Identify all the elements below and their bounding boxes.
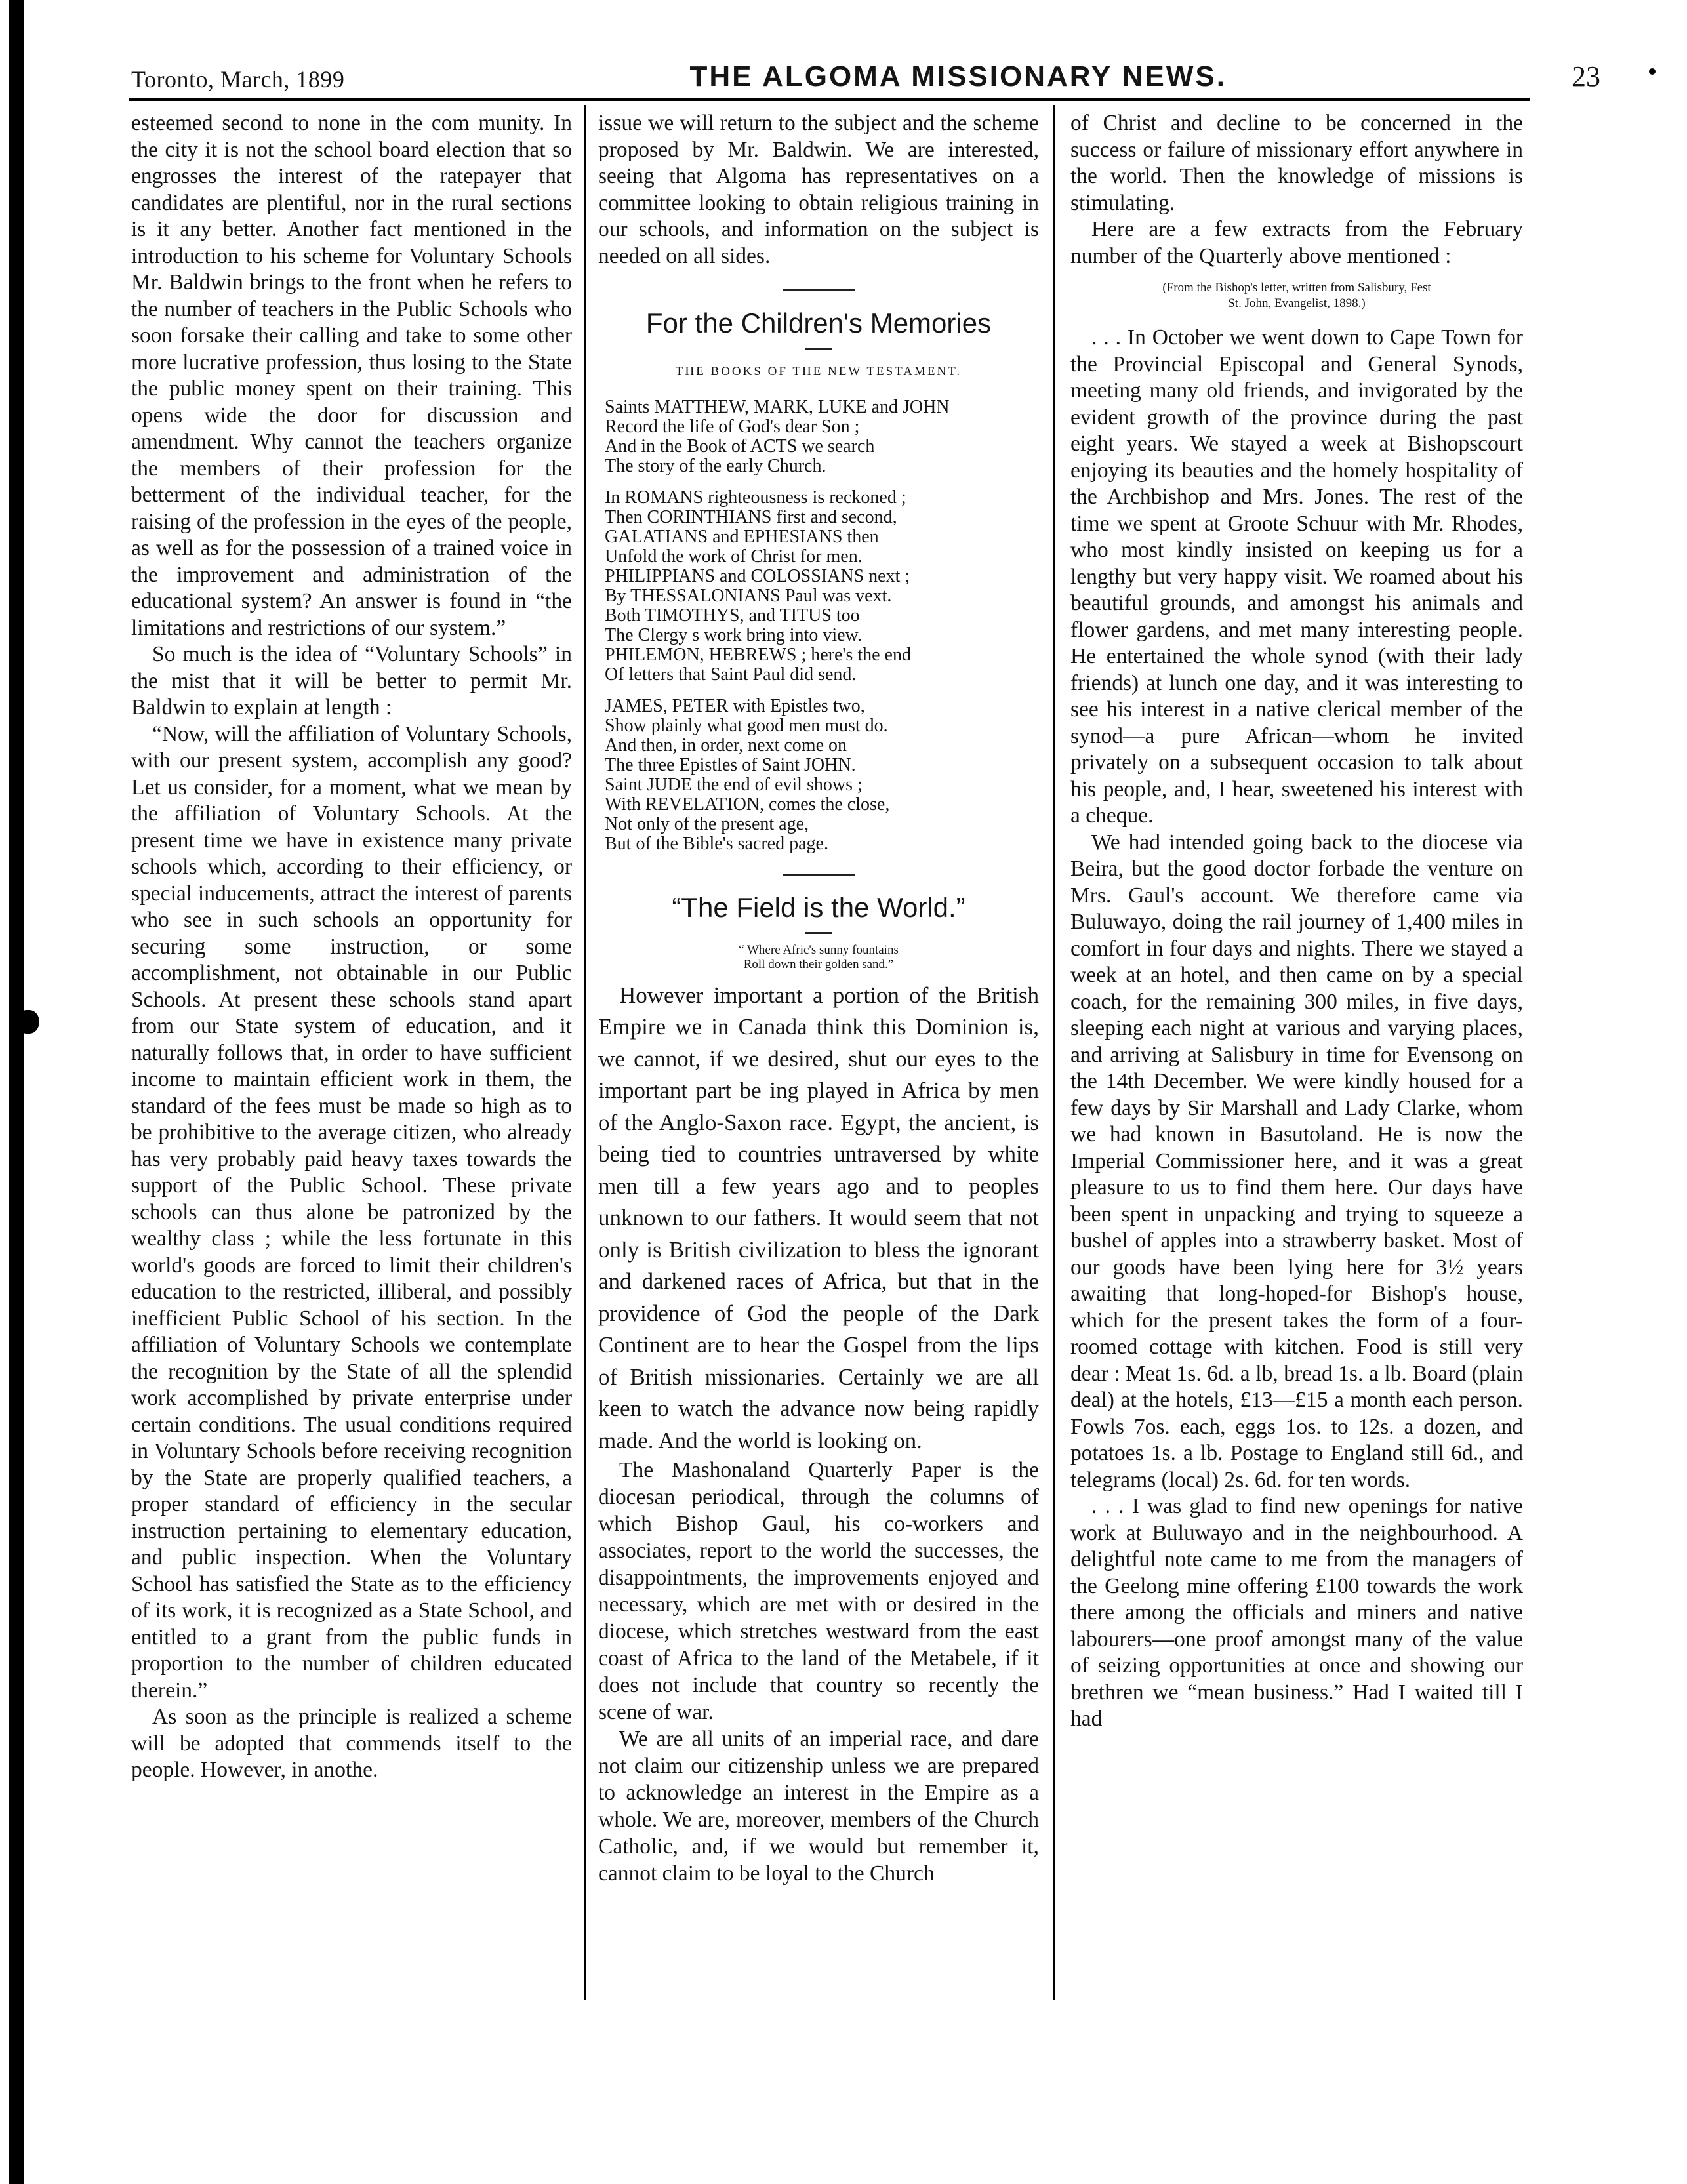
column-divider-2 bbox=[1053, 105, 1055, 2000]
poem-line: JAMES, PETER with Epistles two, bbox=[605, 695, 865, 716]
poem-stanza bbox=[605, 697, 1039, 854]
poem-line: Of letters that Saint Paul did send. bbox=[605, 664, 857, 685]
source-note-line: (From the Bishop's letter, written from Salisbury, Fest bbox=[1162, 281, 1431, 294]
running-header bbox=[131, 41, 1600, 93]
column-divider-1 bbox=[584, 105, 586, 2000]
poem-line: And in the Book of ACTS we search bbox=[605, 435, 875, 456]
section-heading: “The Field is the World.” bbox=[672, 891, 965, 923]
column-1 bbox=[131, 110, 572, 2130]
section-rule bbox=[783, 874, 855, 876]
poem-line: Unfold the work of Christ for men. bbox=[605, 546, 863, 567]
poem-line: Show plainly what good men must do. bbox=[605, 715, 888, 736]
heading-rule bbox=[805, 348, 832, 350]
paragraph: . . . In October we went down to Cape Town for the Provincial Episcopal and General Synods, meeting many old friends, and invigorated by the evident growth of the province during the past eight years. We stayed a week at Bishopscourt enjoying its beauties and the homely hospitality of the Archbishop and Mrs. Jones. The rest of the time we spent at Groote Schuur with Mr. Rhodes, who most kindly insisted on keeping us for a lengthy but very happy visit. We roamed about his beautiful grounds, and amongst his animals and flower gardens, and met many interesting people. He entertained the whole synod (with their lady friends) at lunch one day, and it was interesting to see his interest in a native clerical member of the synod—a pure African—whom he invited privately on a subsequent occasion to talk about his people, and, I hear, sweetened his interest with a cheque. bbox=[1070, 325, 1523, 828]
column-3 bbox=[1070, 110, 1523, 2130]
paragraph: Here are a few extracts from the February number of the Quarterly above mentioned : bbox=[1070, 217, 1523, 268]
poem-line: By THESSALONIANS Paul was vext. bbox=[605, 585, 892, 606]
source-note bbox=[1070, 280, 1523, 312]
header-rule bbox=[129, 98, 1530, 101]
ink-dot bbox=[1649, 68, 1656, 75]
poem-line: In ROMANS righteousness is reckoned ; bbox=[605, 487, 906, 508]
poem-stanza bbox=[605, 488, 1039, 685]
paragraph: esteemed second to none in the com munity. In the city it is not the school board election that so engrosses the interest of the ratepayer that candidates are plentiful, nor in the rural sections is it any better. Another fact mentioned in the introduction to his scheme for Voluntary Schools Mr. Baldwin brings to the front when he refers to the number of teachers in the Public Schools who soon forsake their calling and take to some other more lucrative profession, thus losing to the State the public money spent on their training. This opens wide the door for discussion and amendment. Why cannot the teachers organize the members of their profession for the betterment of the individual teacher, for the raising of the profession in the eyes of the people, as well as for the possession of a trained voice in the improvement and administration of the educational system? An answer is found in “the limitations and restrictions of our system.” bbox=[131, 111, 572, 640]
section-heading: For the Children's Memories bbox=[645, 308, 992, 338]
section-subheading: THE BOOKS OF THE NEW TESTAMENT. bbox=[675, 365, 962, 378]
poem-line: The Clergy s work bring into view. bbox=[605, 624, 862, 645]
motto-line: “ Where Afric's sunny fountains bbox=[739, 942, 899, 957]
poem-line: Not only of the present age, bbox=[605, 813, 809, 834]
paragraph: “Now, will the affiliation of Voluntary Schools, with our present system, accomplish any good? Let us consider, for a moment, what we mean by the affiliation of Voluntary Schools. At the present time we have in existence many private schools which, according to their efficiency, or special inducements, attract the interest of parents who see in such schools an opportunity for securing some instruction, or some accomplishment, not obtainable in our Public Schools. At present these schools stand apart from our State system of education, and it naturally follows that, in order to have sufficient income to maintain efficient work in them, the standard of the fees must be made so high as to be prohibitive to the average citizen, who already has very probably paid heavy taxes towards the support of the Public School. These private schools can thus alone be patronized by the wealthy class ; while the less fortunate in this world's goods are forced to limit their children's education to the restricted, illiberal, and possibly inefficient Public School of his section. In the affiliation of Voluntary Schools we contemplate the recognition by the State of all the splendid work accomplished by private enterprise under certain conditions. The usual conditions required in Voluntary Schools before receiving recognition by the State are properly qualified teachers, a proper standard of efficiency in the secular instruction pertaining to elementary education, and public inspection. When the Voluntary School has satisfied the State as to the efficiency of its work, it is recognized as a State School, and entitled to a grant from the public funds in proportion to the number of children educated therein.” bbox=[131, 721, 572, 1703]
poem-line: The three Epistles of Saint JOHN. bbox=[605, 754, 856, 775]
column-2 bbox=[598, 110, 1039, 2130]
poem-line: And then, in order, next come on bbox=[605, 735, 847, 756]
source-note-line: St. John, Evangelist, 1898.) bbox=[1228, 296, 1366, 310]
paragraph: We had intended going back to the diocese via Beira, but the good doctor forbade the venture on Mrs. Gaul's account. We therefore came via Buluwayo, doing the rail journey of 1,400 miles in comfort in four days and nights. There we stayed a week at an hotel, and then came on by a special coach, for the remaining 300 miles, in five days, sleeping each night at various and varying places, and arriving at Salisbury in time for Evensong on the 14th December. We were kindly housed for a few days by Sir Marshall and Lady Clarke, whom we had known in Basutoland. He is now the Imperial Commissioner here, and it was a great pleasure to us to find them here. Our days have been spent in unpacking and trying to squeeze a bushel of apples into a strawberry basket. Most of our goods have been lying here for 3½ years awaiting that long-hoped-for Bishop's house, which for the present takes the form of a four-roomed cottage with kitchen. Food is still very dear : Meat 1s. 6d. a lb, bread 1s. a lb. Board (plain deal) at the hotels, £13—£15 a month each person. Fowls 7os. each, eggs 1os. to 12s. a dozen, and potatoes 1s. a lb. Postage to England still 6d., and telegrams (local) 2s. 6d. for ten words. bbox=[1070, 830, 1523, 1492]
binding-mark bbox=[20, 1010, 39, 1034]
poem-line: With REVELATION, comes the close, bbox=[605, 794, 890, 815]
poem-line: Record the life of God's dear Son ; bbox=[605, 416, 860, 437]
paragraph: issue we will return to the subject and the scheme proposed by Mr. Baldwin. We are interested, seeing that Algoma has representatives on a committee looking to obtain religious training in our schools, and information on the subject is needed on all sides. bbox=[598, 111, 1039, 268]
poem-line: PHILIPPIANS and COLOSSIANS next ; bbox=[605, 565, 910, 586]
place-date: Toronto, March, 1899 bbox=[131, 66, 345, 92]
poem-line: PHILEMON, HEBREWS ; here's the end bbox=[605, 644, 911, 665]
page-binding-edge bbox=[9, 0, 24, 2184]
journal-title: THE ALGOMA MISSIONARY NEWS. bbox=[689, 60, 1227, 92]
poem-line: The story of the early Church. bbox=[605, 455, 826, 476]
poem-line: GALATIANS and EPHESIANS then bbox=[605, 526, 879, 547]
section-rule bbox=[783, 289, 855, 291]
paragraph: The Mashonaland Quarterly Paper is the diocesan periodical, through the columns of which Bishop Gaul, his co-workers and associates, report to the world the successes, the disappointments, the improvements enjoyed and necessary, which are met with or desired in the diocese, which stretches westward from the east coast of Africa to the land of the Metabele, if it does not include that country so recently the scene of war. bbox=[598, 1458, 1039, 1724]
poem-line: Then CORINTHIANS first and second, bbox=[605, 506, 897, 527]
paragraph: As soon as the principle is realized a scheme will be adopted that commends itself to the people. However, in anothe. bbox=[131, 1705, 572, 1782]
heading-rule bbox=[805, 932, 832, 934]
poem-line: Saints MATTHEW, MARK, LUKE and JOHN bbox=[605, 396, 950, 417]
page-number: 23 bbox=[1571, 60, 1600, 92]
paragraph: However important a portion of the British Empire we in Canada think this Dominion is, we cannot, if we desired, shut our eyes to the important part be ing played in Africa by men of the Anglo-Saxon race. Egypt, the ancient, is being tied to countries untraversed by white men till a few years ago and to peoples unknown to our fathers. It would seem that not only is British civilization to bless the ignorant and darkened races of Africa, but that in the providence of God the people of the Dark Continent are to hear the Gospel from the lips of British missionaries. Certainly we are all keen to watch the advance now being rapidly made. And the world is looking on. bbox=[598, 982, 1039, 1453]
paragraph: We are all units of an imperial race, and dare not claim our citizenship unless we are prepared to acknowledge an interest in the Empire as a whole. We are, moreover, members of the Church Catholic, and, if we would but remember it, cannot claim to be loyal to the Church bbox=[598, 1727, 1039, 1886]
poem-stanza bbox=[605, 397, 1039, 476]
motto bbox=[598, 943, 1039, 972]
motto-line: Roll down their golden sand.” bbox=[743, 957, 894, 971]
paragraph: . . . I was glad to find new openings for native work at Buluwayo and in the neighbourhood. A delightful note came to me from the managers of the Geelong mine offering £100 towards the work there among the officials and miners and native labourers—one proof amongst many of the value of seizing opportunities at once and showing our brethren we “mean business.” Had I waited till I had bbox=[1070, 1494, 1523, 1731]
poem-line: But of the Bible's sacred page. bbox=[605, 833, 828, 854]
paragraph: of Christ and decline to be concerned in the success or failure of missionary effort anywhere in the world. Then the knowledge of missions is stimulating. bbox=[1070, 111, 1523, 215]
poem-line: Both TIMOTHYS, and TITUS too bbox=[605, 605, 860, 626]
poem-line: Saint JUDE the end of evil shows ; bbox=[605, 774, 863, 795]
paragraph: So much is the idea of “Voluntary Schools” in the mist that it will be better to permit Mr. Baldwin to explain at length : bbox=[131, 642, 572, 719]
